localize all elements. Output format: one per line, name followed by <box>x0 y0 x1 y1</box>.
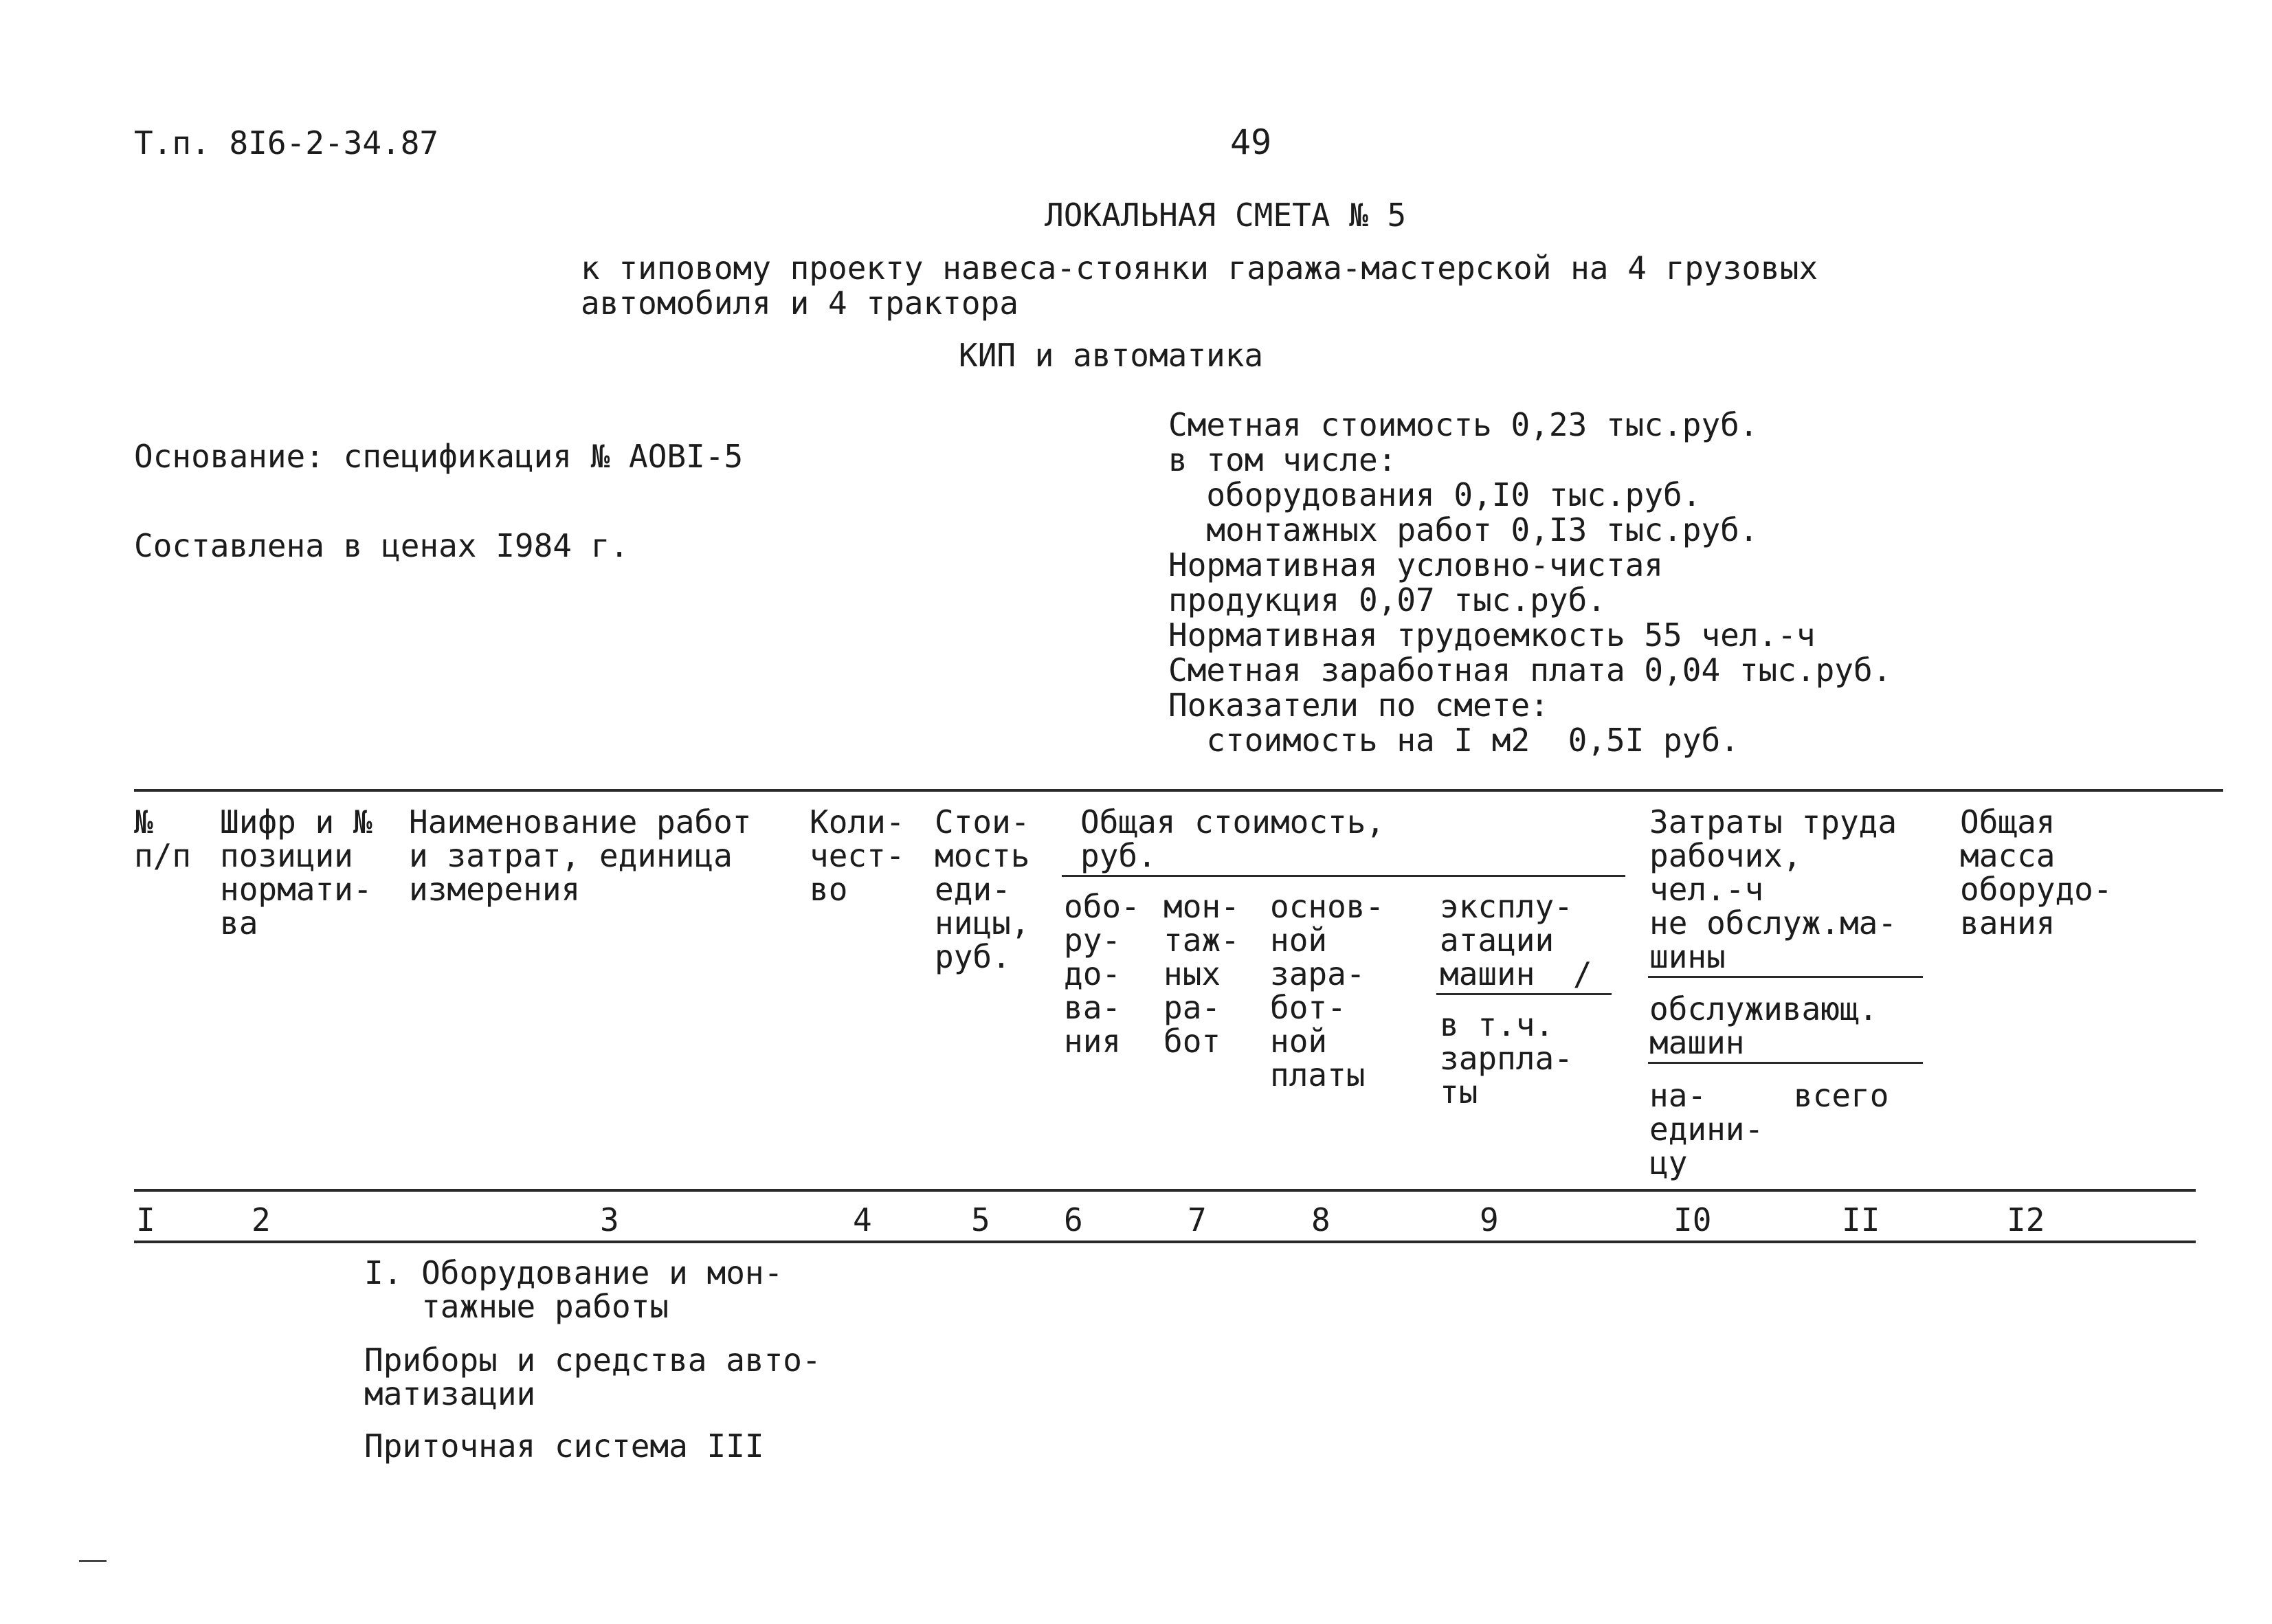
header-row-number: № п/п <box>134 803 192 874</box>
header-total: всего <box>1794 1077 1889 1114</box>
header-labor-servicing-machines: машин <box>1649 1024 1745 1061</box>
header-equipment-mass: Общая масса оборудо- вания <box>1960 803 2113 942</box>
section-row-supply-system: Приточная система III <box>364 1427 764 1465</box>
header-per-unit: на- едини- цу <box>1649 1077 1764 1181</box>
summary-line: Сметная заработная плата 0,04 тыс.руб. <box>1168 652 1892 689</box>
section-row-equipment: I. Оборудование и мон- тажные работы <box>364 1254 783 1325</box>
summary-line: Сметная стоимость 0,23 тыс.руб. <box>1168 406 1759 443</box>
labor-rule-1 <box>1648 976 1923 978</box>
header-labor-costs: Затраты труда рабочих, чел.-ч не обслуж.ма- <box>1649 803 1897 942</box>
machines-rule <box>1436 993 1612 995</box>
prices-year-line: Составлена в ценах I984 г. <box>134 527 630 564</box>
header-machine-operation: эксплу- атации <box>1440 888 1573 959</box>
column-number: I2 <box>2007 1201 2045 1238</box>
section-row-instruments: Приборы и средства авто- матизации <box>364 1342 821 1412</box>
header-bottom-rule <box>134 1189 2196 1192</box>
header-total-cost-unit: руб. <box>1080 837 1157 874</box>
header-machines: машин / <box>1440 955 1592 992</box>
estimate-title: ЛОКАЛЬНАЯ СМЕТА № 5 <box>1045 197 1407 234</box>
header-labor-servicing: обслуживающ. <box>1649 990 1878 1027</box>
document-code: Т.п. 8I6-2-34.87 <box>134 124 439 162</box>
estimate-subtitle-line-2: автомобиля и 4 трактора <box>581 285 1018 322</box>
estimate-subtitle-line-1: к типовому проекту навеса-стоянки гаража-мастерской на 4 грузовых <box>581 249 1818 287</box>
column-number: I <box>136 1201 155 1238</box>
total-cost-rule <box>1062 875 1625 877</box>
summary-line: продукция 0,07 тыс.руб. <box>1168 581 1606 619</box>
column-number: I0 <box>1673 1201 1712 1238</box>
column-number: 3 <box>600 1201 619 1238</box>
column-number: 2 <box>252 1201 271 1238</box>
summary-line: в том числе: <box>1168 441 1397 478</box>
header-total-cost: Общая стоимость, <box>1080 803 1385 841</box>
column-number: 6 <box>1064 1201 1083 1238</box>
column-numbers-rule <box>134 1241 2196 1243</box>
header-unit-cost: Стои- мость еди- ницы, руб. <box>935 803 1030 975</box>
summary-line: Показатели по смете: <box>1168 687 1549 724</box>
basis-line: Основание: спецификация № АОВI-5 <box>134 438 744 475</box>
summary-line: монтажных работ 0,I3 тыс.руб. <box>1168 511 1759 548</box>
page-number: 49 <box>1230 122 1272 162</box>
column-number: 9 <box>1480 1201 1499 1238</box>
header-base-wages: основ- ной зара- бот- ной платы <box>1270 888 1385 1093</box>
header-labor-machines: шины <box>1649 938 1726 975</box>
header-work-name: Наименование работ и затрат, единица измерения <box>409 803 752 908</box>
header-quantity: Коли- чест- во <box>810 803 905 908</box>
column-number: II <box>1842 1201 1880 1238</box>
header-incl-wages: в т.ч. зарпла- ты <box>1440 1006 1573 1111</box>
summary-line: оборудования 0,I0 тыс.руб. <box>1168 476 1702 513</box>
column-number: 7 <box>1188 1201 1207 1238</box>
header-equipment: обо- ру- до- ва- ния <box>1064 888 1140 1060</box>
summary-line: Нормативная трудоемкость 55 чел.-ч <box>1168 616 1816 654</box>
header-installation: мон- таж- ных ра- бот <box>1163 888 1240 1060</box>
margin-dash <box>79 1560 107 1562</box>
section-name: КИП и автоматика <box>959 337 1264 374</box>
column-number: 8 <box>1311 1201 1330 1238</box>
summary-line: стоимость на I м2 0,5I руб. <box>1168 722 1739 759</box>
labor-rule-2 <box>1648 1062 1923 1064</box>
column-number: 4 <box>853 1201 872 1238</box>
header-norm-code: Шифр и № позиции нормати- ва <box>220 803 372 942</box>
table-top-rule <box>134 789 2223 792</box>
column-number: 5 <box>971 1201 990 1238</box>
summary-line: Нормативная условно-чистая <box>1168 546 1664 583</box>
